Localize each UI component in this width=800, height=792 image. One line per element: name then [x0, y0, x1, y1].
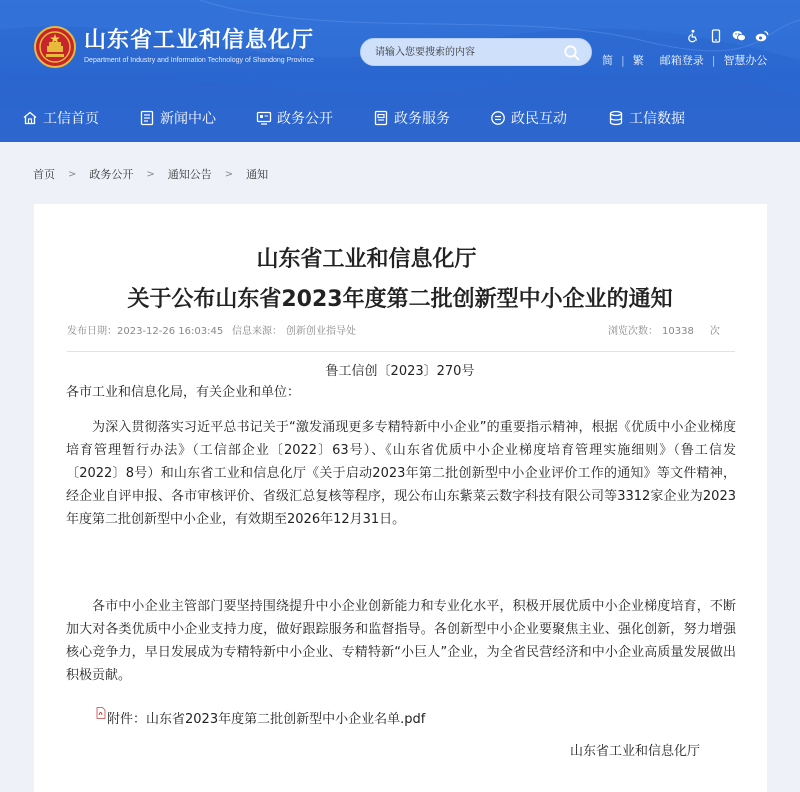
- publish-date-label: 发布日期：: [67, 326, 117, 337]
- news-icon: [139, 110, 155, 126]
- monitor-icon: [256, 110, 272, 126]
- site-title-cn: 山东省工业和信息化厅: [84, 28, 315, 53]
- document-number: 鲁工信创〔2023〕270号: [325, 364, 475, 379]
- site-header: [0, 0, 800, 142]
- breadcrumb-announcements[interactable]: 通知公告: [167, 168, 212, 181]
- home-icon: [22, 110, 38, 126]
- attachment-label: 附件：山东省2023年度第二批创新型中小企业名单.pdf: [107, 712, 426, 727]
- nav-item-data[interactable]: [608, 98, 685, 138]
- database-icon: [608, 110, 624, 126]
- info-source: [232, 322, 356, 337]
- paragraph-2: 各市中小企业主管部门要坚持围绕提升中小企业创新能力和专业化水平，积极开展优质中小企业梯度培育，不断加大对各类优质中小企业支持力度，做好跟踪服务和监督指导。各创新型中小企业要聚焦主业、强化创新，努力增强核心竞争力，早日发展成为专精特新中小企业、专精特新“小巨人”企业，为全省民营经济和中小企业高质量发展做出积极贡献。: [66, 599, 736, 683]
- breadcrumb-separator: >: [68, 168, 77, 180]
- search-box: [360, 38, 592, 66]
- breadcrumb-separator: >: [146, 168, 155, 180]
- nav-item-gov-affairs-open[interactable]: [256, 98, 333, 138]
- nav-label: 政务公开: [277, 111, 333, 127]
- pdf-icon: [96, 707, 106, 719]
- nav-label: 政民互动: [511, 111, 567, 127]
- search-icon[interactable]: [563, 44, 581, 62]
- nav-label: 工信数据: [629, 111, 685, 127]
- interaction-icon: [490, 110, 506, 126]
- signature: 山东省工业和信息化厅: [570, 744, 701, 759]
- breadcrumb: [33, 166, 268, 182]
- nav-item-news[interactable]: [139, 98, 216, 138]
- nav-item-interaction[interactable]: [490, 98, 567, 138]
- breadcrumb-gov-affairs-open[interactable]: 政务公开: [89, 168, 134, 181]
- wechat-icon[interactable]: [732, 28, 746, 42]
- publish-date: [67, 322, 223, 337]
- article-title-line2: 关于公布山东省2023年度第二批创新型中小企业的通知: [127, 287, 673, 312]
- breadcrumb-notice[interactable]: 通知: [246, 168, 269, 181]
- simplified-chinese-link[interactable]: 简: [602, 54, 613, 67]
- info-source-label: 信息来源：: [232, 326, 282, 337]
- info-source-value: 创新创业指导处: [286, 326, 356, 337]
- breadcrumb-separator: >: [224, 168, 234, 180]
- breadcrumb-home[interactable]: 首页: [33, 168, 55, 181]
- weibo-icon[interactable]: [755, 28, 769, 42]
- nav-label: 新闻中心: [160, 111, 216, 127]
- main-nav: [0, 98, 800, 138]
- site-logo[interactable]: [34, 26, 314, 68]
- article-title-line1: 山东省工业和信息化厅: [256, 247, 477, 272]
- view-count: [608, 322, 720, 337]
- mobile-icon[interactable]: [709, 28, 723, 42]
- smart-office-link[interactable]: 智慧办公: [723, 54, 768, 67]
- salutation: 各市工业和信息化局，有关企业和单位：: [66, 385, 301, 400]
- util-divider: |: [711, 53, 716, 67]
- view-count-unit: 次: [709, 326, 720, 337]
- traditional-chinese-link[interactable]: 繁: [632, 54, 644, 67]
- view-count-value: 10338: [662, 326, 694, 337]
- publish-date-value: 2023-12-26 16:03:45: [117, 326, 224, 337]
- nav-item-home[interactable]: [22, 98, 99, 138]
- meta-divider: [67, 351, 735, 352]
- search-input[interactable]: [375, 39, 555, 65]
- paragraph-1: 为深入贯彻落实习近平总书记关于“激发涌现更多专精特新中小企业”的重要指示精神，根据《优质中小企业梯度培育管理暂行办法》（工信部企业〔2022〕63号）、《山东省优质中小企业梯度培育管理实施细则》（鲁工信发〔2022〕8号）和山东省工业和信息化厅《关于启动2023年第二批创新型中小企业评价工作的通知》等文件精神，经企业自评申报、各市审核评价、省级汇总复核等程序，现公布山东紫菜云数字科技有限公司等3312家企业为2023年度第二批创新型中小企业，有效期至2026年12月31日。: [66, 420, 736, 527]
- service-icon: [373, 110, 389, 126]
- utility-bar: [602, 28, 782, 72]
- nav-item-gov-services[interactable]: [373, 98, 450, 138]
- view-count-label: 浏览次数：: [608, 326, 658, 337]
- nav-label: 政务服务: [394, 111, 450, 127]
- attachment-link[interactable]: [96, 708, 425, 727]
- site-title-en: Department of Industry and Information Technology of Shandong Province: [84, 57, 314, 64]
- accessibility-icon[interactable]: [686, 28, 700, 42]
- national-emblem-icon: [34, 26, 76, 68]
- mail-login-link[interactable]: 邮箱登录: [659, 54, 704, 67]
- util-divider: |: [621, 53, 625, 67]
- nav-label: 工信首页: [43, 111, 99, 127]
